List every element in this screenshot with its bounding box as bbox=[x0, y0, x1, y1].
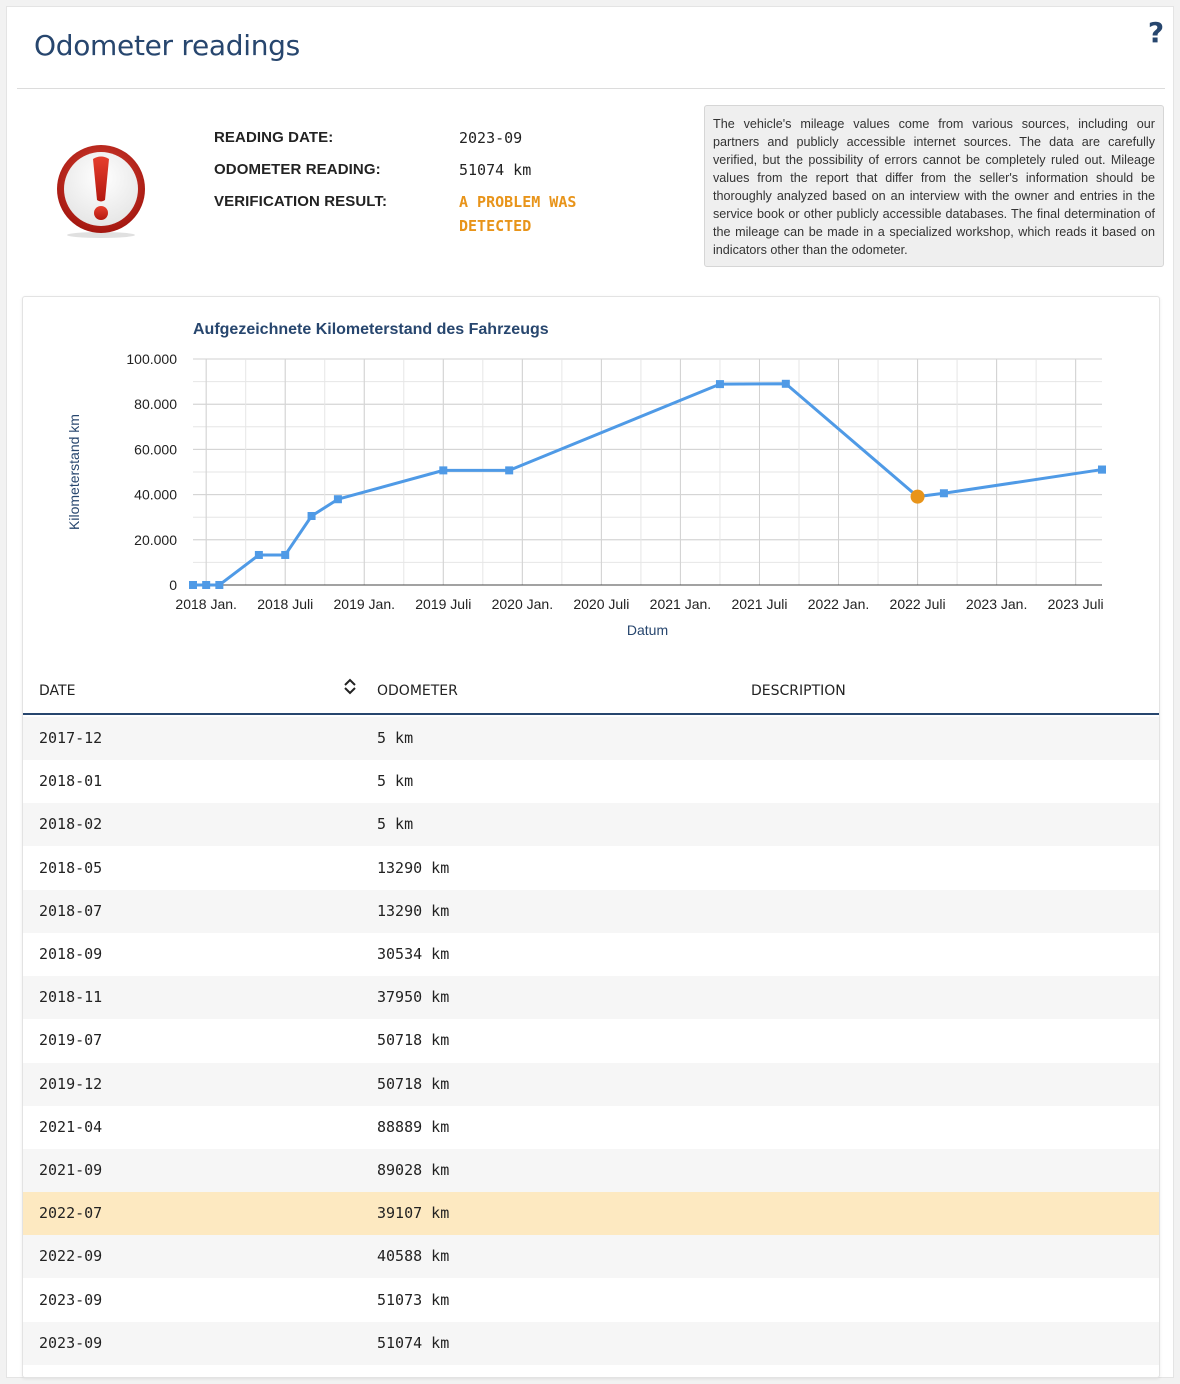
odometer-reading-value: 51074 km bbox=[459, 161, 532, 179]
data-point bbox=[1098, 466, 1106, 474]
cell-date: 2021-09 bbox=[39, 1161, 103, 1179]
data-point bbox=[716, 380, 724, 388]
cell-date: 2018-09 bbox=[39, 945, 103, 963]
x-tick-label: 2019 Jan. bbox=[333, 596, 396, 612]
data-point bbox=[281, 551, 289, 559]
odometer-panel bbox=[6, 6, 1174, 1378]
y-tick-label: 20.000 bbox=[134, 531, 177, 548]
table-row bbox=[23, 976, 1159, 1019]
x-tick-label: 2020 Jan. bbox=[491, 596, 554, 612]
table-row bbox=[23, 1063, 1159, 1106]
table-row bbox=[23, 717, 1159, 760]
reading-date-value: 2023-09 bbox=[459, 129, 523, 147]
data-point bbox=[189, 581, 197, 589]
cell-odometer: 50718 km bbox=[377, 1074, 450, 1093]
data-point-flagged bbox=[911, 490, 925, 504]
x-tick-label: 2021 Juli bbox=[731, 596, 788, 612]
table-row-flagged bbox=[23, 1192, 1159, 1235]
page-title: Odometer readings bbox=[34, 29, 300, 62]
cell-odometer: 88889 km bbox=[377, 1117, 450, 1136]
x-tick-label: 2022 Juli bbox=[889, 596, 946, 612]
cell-odometer: 89028 km bbox=[377, 1161, 450, 1179]
odometer-chart bbox=[23, 297, 1159, 657]
cell-date: 2018-11 bbox=[39, 988, 103, 1007]
verification-result-value: A PROBLEM WAS DETECTED bbox=[459, 193, 577, 235]
column-header-odometer[interactable]: ODOMETER bbox=[377, 683, 458, 699]
data-point bbox=[334, 495, 342, 503]
table-row bbox=[23, 1279, 1159, 1322]
x-tick-label: 2022 Jan. bbox=[807, 596, 870, 612]
table-row bbox=[23, 890, 1159, 933]
table-row bbox=[23, 933, 1159, 976]
y-tick-label: 100.000 bbox=[126, 351, 177, 367]
cell-date: 2022-07 bbox=[39, 1204, 103, 1223]
cell-odometer: 50718 km bbox=[377, 1031, 450, 1050]
table-header bbox=[23, 657, 1159, 715]
table-row bbox=[23, 1235, 1159, 1278]
cell-odometer: 37950 km bbox=[377, 988, 450, 1007]
table-row bbox=[23, 760, 1159, 803]
table-row bbox=[23, 1019, 1159, 1062]
x-tick-label: 2019 Juli bbox=[415, 596, 472, 612]
cell-date: 2019-07 bbox=[39, 1031, 103, 1050]
cell-odometer: 5 km bbox=[377, 815, 414, 834]
cell-date: 2018-02 bbox=[39, 815, 103, 834]
x-tick-label: 2020 Juli bbox=[573, 596, 630, 612]
data-point bbox=[308, 512, 316, 520]
chart-card bbox=[22, 296, 1160, 1378]
cell-odometer: 13290 km bbox=[377, 858, 450, 877]
data-point bbox=[215, 581, 223, 589]
cell-date: 2023-09 bbox=[39, 1290, 103, 1309]
cell-date: 2023-09 bbox=[39, 1333, 103, 1352]
data-point bbox=[255, 551, 263, 559]
table-row bbox=[23, 803, 1159, 846]
x-tick-label: 2021 Jan. bbox=[649, 596, 712, 612]
mileage-disclaimer: The vehicle's mileage values come from various sources, including our partners and publicly accessible internet sources. The data are carefully verified, but the possibility of errors cannot be completely ruled out. Mileage values from the report that differ from the seller's information should be thoroughly analyzed based on an interview with the owner and entries in the service book or other publicly accessible databases. The final determination of the mileage can be made in a specialized workshop, which reads it based on indicators other than the odometer. bbox=[704, 105, 1164, 267]
x-tick-label: 2018 Juli bbox=[257, 596, 314, 612]
cell-date: 2022-09 bbox=[39, 1247, 103, 1266]
x-tick-label: 2023 Jan. bbox=[965, 596, 1028, 612]
cell-odometer: 13290 km bbox=[377, 901, 450, 920]
cell-date: 2017-12 bbox=[39, 729, 103, 747]
title-divider bbox=[17, 88, 1165, 89]
exclamation-warning-icon bbox=[55, 139, 147, 239]
sort-icon[interactable] bbox=[343, 677, 357, 695]
cell-odometer: 51074 km bbox=[377, 1333, 450, 1352]
table-row bbox=[23, 847, 1159, 890]
cell-odometer: 30534 km bbox=[377, 945, 450, 963]
data-point bbox=[782, 380, 790, 388]
column-header-date[interactable]: DATE bbox=[39, 683, 76, 699]
odometer-reading-label: ODOMETER READING: bbox=[214, 161, 381, 178]
x-tick-label: 2023 Juli bbox=[1047, 596, 1104, 612]
data-point bbox=[505, 466, 513, 474]
cell-date: 2018-01 bbox=[39, 772, 103, 791]
cell-odometer: 40588 km bbox=[377, 1247, 450, 1266]
help-icon[interactable]: ? bbox=[1147, 16, 1165, 49]
y-tick-label: 40.000 bbox=[134, 486, 177, 503]
table-row bbox=[23, 1322, 1159, 1365]
cell-odometer: 5 km bbox=[377, 772, 414, 791]
cell-odometer: 51073 km bbox=[377, 1290, 450, 1309]
reading-date-label: READING DATE: bbox=[214, 129, 334, 146]
data-point bbox=[202, 581, 210, 589]
cell-date: 2018-05 bbox=[39, 858, 103, 877]
cell-date: 2019-12 bbox=[39, 1074, 103, 1093]
y-tick-label: 60.000 bbox=[134, 441, 177, 458]
series-line bbox=[193, 384, 1102, 585]
table-row bbox=[23, 1106, 1159, 1149]
cell-date: 2021-04 bbox=[39, 1117, 103, 1136]
x-axis-label: Datum bbox=[626, 622, 669, 638]
column-header-description[interactable]: DESCRIPTION bbox=[751, 683, 846, 699]
cell-odometer: 5 km bbox=[377, 729, 414, 747]
y-tick-label: 0 bbox=[169, 577, 177, 593]
data-point bbox=[439, 466, 447, 474]
verification-result-label: VERIFICATION RESULT: bbox=[214, 193, 388, 210]
chart-title: Aufgezeichnete Kilometerstand des Fahrzeugs bbox=[193, 321, 549, 338]
cell-date: 2018-07 bbox=[39, 901, 103, 920]
data-point bbox=[940, 489, 948, 497]
table-row bbox=[23, 1149, 1159, 1192]
y-axis-label: Kilometerstand km bbox=[66, 414, 82, 530]
x-tick-label: 2018 Jan. bbox=[175, 596, 237, 612]
cell-odometer: 39107 km bbox=[377, 1204, 450, 1223]
y-tick-label: 80.000 bbox=[134, 396, 177, 413]
